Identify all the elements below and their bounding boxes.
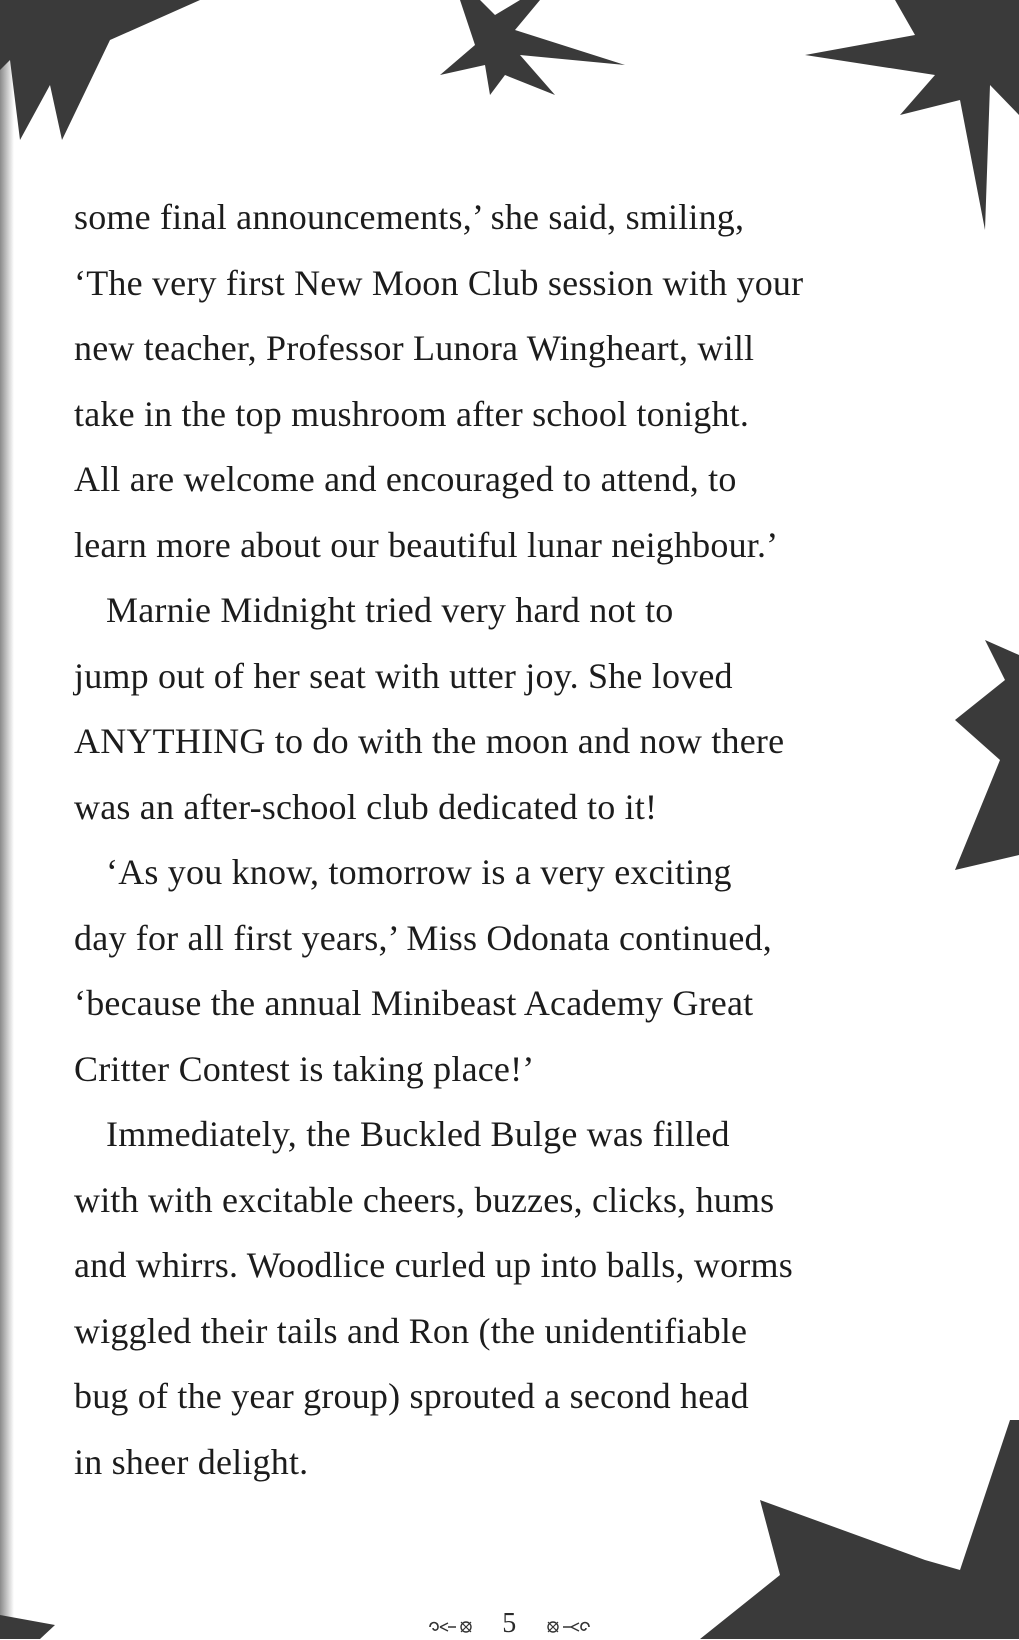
text-line: Marnie Midnight tried very hard not to (106, 590, 674, 630)
paragraph (74, 840, 974, 1102)
text-line: Immediately, the Buckled Bulge was filled (106, 1114, 730, 1154)
star-burst-icon (0, 0, 200, 140)
text-line: with with excitable cheers, buzzes, clicks, hums (74, 1179, 775, 1220)
text-line: wiggled their tails and Ron (the unidentifiable (74, 1310, 748, 1351)
paragraph (74, 185, 974, 578)
text-line: was an after-school club dedicated to it! (74, 786, 658, 827)
text-line: some final announcements,’ she said, smiling, (74, 197, 745, 237)
text-line: ‘The very first New Moon Club session with your (74, 262, 804, 303)
page-number: 5 (502, 1608, 517, 1639)
text-line: take in the top mushroom after school tonight. (74, 393, 750, 434)
text-line: learn more about our beautiful lunar neighbour.’ (74, 524, 779, 565)
text-line: bug of the year group) sprouted a second head (74, 1376, 749, 1416)
text-line: new teacher, Professor Lunora Wingheart, will (74, 328, 755, 368)
text-line: ‘because the annual Minibeast Academy Great (74, 983, 754, 1023)
text-line: jump out of her seat with utter joy. She loved (74, 655, 733, 696)
text-line: ANYTHING to do with the moon and now there (74, 721, 785, 761)
text-line: ‘As you know, tomorrow is a very exciting (106, 852, 732, 892)
text-line: Critter Contest is taking place!’ (74, 1048, 535, 1089)
text-line: in sheer delight. (74, 1441, 309, 1482)
text-line: day for all first years,’ Miss Odonata continued, (74, 917, 772, 958)
ornament-left-icon (426, 1612, 489, 1637)
page-body-text (74, 185, 974, 1495)
page-footer (0, 1608, 1019, 1640)
star-burst-icon (440, 0, 625, 95)
paragraph (74, 1102, 974, 1495)
paragraph (74, 578, 974, 840)
text-line: and whirrs. Woodlice curled up into balls, worms (74, 1245, 793, 1285)
ornament-right-icon (537, 1612, 593, 1637)
text-line: All are welcome and encouraged to attend, to (74, 459, 737, 499)
